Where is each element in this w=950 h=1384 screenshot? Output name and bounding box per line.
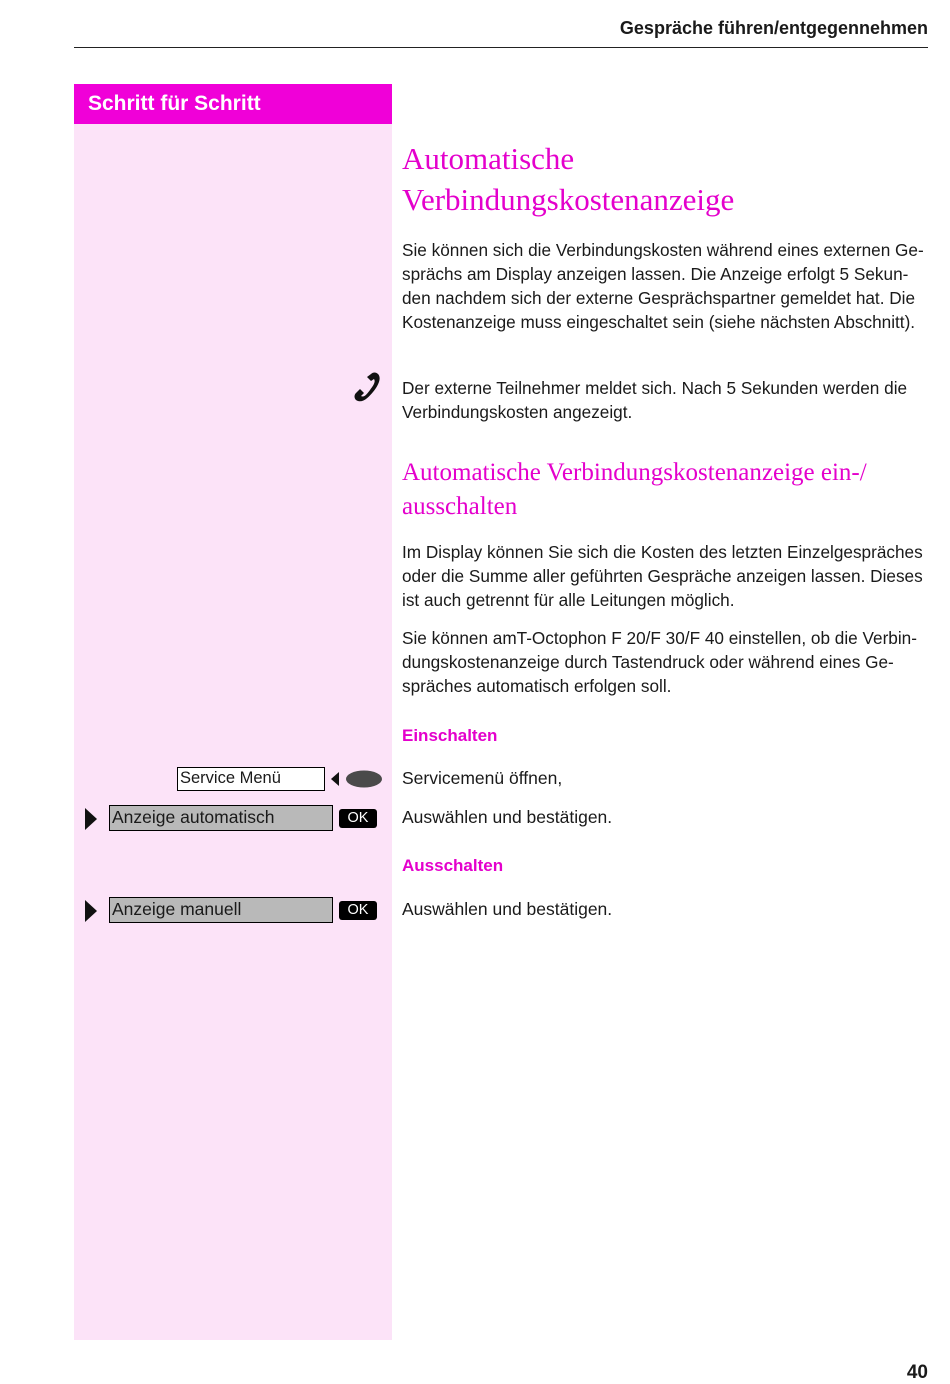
service-menu-key-icon[interactable] xyxy=(330,768,384,790)
scroll-arrow-icon xyxy=(84,807,98,831)
text-line: oder die Summe aller geführten Gespräche anzeigen lassen. Dieses xyxy=(402,566,923,586)
text-line: Verbindungskosten angezeigt. xyxy=(402,402,633,422)
text-line: ist auch getrennt für alle Leitungen möglich. xyxy=(402,590,735,610)
page-title-line-2: Verbindungskostenanzeige xyxy=(402,182,735,217)
phone-icon xyxy=(351,372,383,404)
ausschalten-heading: Ausschalten xyxy=(402,856,504,875)
text-line: Kostenanzeige muss eingeschaltet sein (siehe nächsten Abschnitt). xyxy=(402,312,916,332)
einschalten-heading: Einschalten xyxy=(402,726,498,745)
section-heading xyxy=(402,456,930,524)
page-title-line-1: Automatische xyxy=(402,141,575,176)
call-paragraph xyxy=(402,376,932,424)
section-heading-line-1: Automatische Verbindungskostenanzeige ein-/ xyxy=(402,459,867,486)
display-paragraph xyxy=(402,540,932,612)
service-menu-display: Service Menü xyxy=(177,767,325,791)
step-open-menu: Servicemenü öffnen, xyxy=(402,768,563,788)
section-heading-line-2: ausschalten xyxy=(402,493,518,520)
page-title xyxy=(402,138,922,220)
text-line: Sie können amT-Octophon F 20/F 30/F 40 einstellen, ob die Verbin- xyxy=(402,628,917,648)
text-line: sprächs am Display anzeigen lassen. Die Anzeige erfolgt 5 Sekun- xyxy=(402,264,909,284)
text-line: dungskostenanzeige durch Tastendruck oder während eines Ge- xyxy=(402,652,894,672)
step-select-confirm: Auswählen und bestätigen. xyxy=(402,807,613,827)
scroll-arrow-icon xyxy=(84,899,98,923)
text-line: Im Display können Sie sich die Kosten des letzten Einzelgespräches xyxy=(402,542,923,562)
text-line: Der externe Teilnehmer meldet sich. Nach 5 Sekunden werden die xyxy=(402,378,908,398)
step-select-confirm: Auswählen und bestätigen. xyxy=(402,899,613,919)
text-line: spräches automatisch erfolgen soll. xyxy=(402,676,672,696)
text-line: Sie können sich die Verbindungskosten während eines externen Ge- xyxy=(402,240,924,260)
setting-paragraph xyxy=(402,626,932,698)
sidebar-title: Schritt für Schritt xyxy=(74,84,392,124)
page-number: 40 xyxy=(906,1362,928,1383)
display-anzeige-manuell: Anzeige manuell xyxy=(109,897,333,923)
text-line: den nachdem sich der externe Gesprächspartner gemeldet hat. Die xyxy=(402,288,916,308)
ok-key-icon[interactable]: OK xyxy=(339,901,377,920)
intro-paragraph xyxy=(402,238,932,334)
running-header: Gespräche führen/entgegennehmen xyxy=(619,18,928,38)
header-rule xyxy=(74,47,928,48)
display-anzeige-automatisch: Anzeige automatisch xyxy=(109,805,333,831)
step-sidebar xyxy=(74,84,392,1340)
ok-key-icon[interactable]: OK xyxy=(339,809,377,828)
